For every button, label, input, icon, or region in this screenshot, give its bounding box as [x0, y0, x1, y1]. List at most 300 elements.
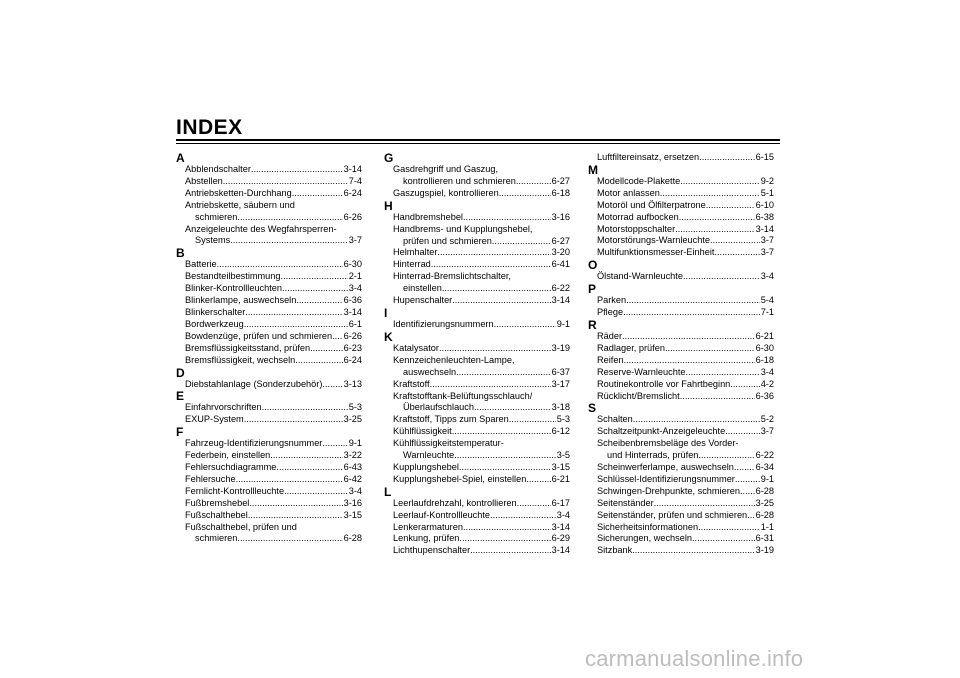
index-entry [588, 522, 774, 534]
leader-dots [459, 462, 551, 474]
index-entry [176, 450, 362, 462]
index-entry-text: schmieren [195, 211, 238, 222]
leader-dots [526, 474, 550, 486]
index-entry-text: Routinekontrolle vor Fahrtbeginn [597, 378, 731, 389]
index-entry-page: 6-12 [551, 426, 570, 437]
index-entry-text: Reserve-Warnleuchte [597, 366, 686, 377]
index-letter-heading: O [588, 258, 598, 273]
index-entry-text: Leerlaufdrehzahl, kontrollieren [393, 497, 517, 508]
index-letter-heading: I [384, 305, 388, 320]
index-entry-page: 6-22 [551, 283, 570, 294]
leader-dots [332, 331, 343, 343]
index-entry-text: Sitzbank [597, 545, 633, 556]
leader-dots [725, 426, 760, 438]
index-entry-page: 6-17 [551, 497, 570, 508]
leader-dots [710, 235, 760, 247]
index-entry-text: Hinterrad-Bremslichtschalter, [393, 271, 511, 282]
index-entry-text: EXUP-System [185, 414, 244, 425]
index-entry-text: Bremsflüssigkeitsstand, prüfen [185, 342, 311, 353]
index-entry-text: Lenkerarmaturen [393, 521, 463, 532]
title-rule-thick [176, 139, 780, 141]
index-entry-page: 3-17 [551, 378, 570, 389]
index-entry-text: einstellen [403, 283, 442, 294]
index-entry-page: 5-3 [348, 402, 362, 413]
index-entry-text: Kraftstofftank-Belüftungsschlauch/ [393, 390, 533, 401]
leader-dots [463, 212, 551, 224]
leader-dots [740, 486, 755, 498]
index-entry [176, 343, 362, 355]
index-entry-text: Motorstörungs-Warnleuchte [597, 235, 711, 246]
index-entry-text: Multifunktionsmesser-Einheit [597, 247, 715, 258]
index-entry [384, 247, 570, 259]
index-entry [384, 510, 570, 522]
index-entry [176, 498, 362, 510]
index-entry-text: Diebstahlanlage (Sonderzubehör) [185, 378, 323, 389]
leader-dots [633, 414, 760, 426]
index-entry-page: 9-1 [556, 318, 570, 329]
leader-dots [492, 236, 551, 248]
index-entry-page: 6-34 [755, 462, 774, 473]
index-entry-text: Kupplungshebel-Spiel, einstellen [393, 473, 527, 484]
leader-dots [692, 533, 755, 545]
index-entry [588, 152, 774, 164]
index-entry-page: 3-14 [343, 164, 362, 174]
index-entry-page: 3-20 [551, 247, 570, 258]
index-entry [384, 545, 570, 557]
index-entry-text: Fußbremshebel [185, 497, 250, 508]
index-entry-page: 6-30 [343, 259, 362, 270]
leader-dots [437, 247, 550, 259]
leader-dots [452, 426, 551, 438]
index-entry [176, 212, 362, 224]
leader-dots [281, 271, 348, 283]
index-entry-text: Blinkerlampe, auswechseln [185, 295, 297, 306]
index-entry [176, 474, 362, 486]
leader-dots [665, 343, 755, 355]
index-entry [176, 235, 362, 247]
index-entry-text: Systems [195, 235, 231, 246]
index-entry-page: 6-22 [755, 450, 774, 461]
index-entry-text: Gasdrehgriff und Gaszug, [393, 164, 499, 174]
index-entry-page: 6-10 [755, 199, 774, 210]
index-entry [588, 355, 774, 367]
index-entry-text: Schalten [597, 414, 633, 425]
index-entry [588, 307, 774, 319]
index-entry [588, 545, 774, 557]
index-entry-text: Federbein, einstellen [185, 450, 271, 461]
leader-dots [734, 462, 755, 474]
index-entry-page: 7-1 [760, 307, 774, 318]
index-entry-text: schmieren [195, 533, 238, 544]
index-entry-page: 6-18 [551, 187, 570, 198]
index-entry [176, 510, 362, 522]
index-entry-page: 3-4 [348, 283, 362, 294]
index-letter-heading: G [384, 151, 394, 165]
leader-dots [454, 450, 555, 462]
index-entry [588, 379, 774, 391]
index-entry [176, 438, 362, 450]
leader-dots [654, 498, 755, 510]
index-entry [588, 391, 774, 403]
index-entry-text: Seitenständer [597, 497, 654, 508]
index-entry-page: 3-15 [343, 509, 362, 520]
index-entry-text: Schaltzeitpunkt-Anzeigeleuchte [597, 426, 726, 437]
index-entry [588, 176, 774, 188]
leader-dots [626, 295, 760, 307]
index-entry-page: 7-4 [348, 175, 362, 186]
index-entry-text: Batterie [185, 259, 217, 270]
index-entry-text: Reifen [597, 354, 624, 365]
index-entry-page: 4-2 [760, 378, 774, 389]
leader-dots [430, 379, 551, 391]
index-entry-text: Kennzeichenleuchten-Lampe, [393, 354, 515, 365]
index-entry [588, 331, 774, 343]
leader-dots [284, 486, 348, 498]
leader-dots [322, 438, 347, 450]
index-entry-page: 6-23 [343, 342, 362, 353]
index-entry-text: Motorstoppschalter [597, 223, 676, 234]
index-entry-text: Bestandteilbestimmung [185, 271, 281, 282]
index-entry-page: 6-27 [551, 235, 570, 246]
index-letter-heading: A [176, 151, 185, 165]
index-entry-page: 3-14 [551, 521, 570, 532]
index-entry [384, 522, 570, 534]
index-entry [176, 295, 362, 307]
index-entry-text: Blinker-Kontrollleuchten [185, 283, 283, 294]
leader-dots [248, 510, 343, 522]
leader-dots [622, 331, 755, 343]
index-entry [588, 474, 774, 486]
index-entry-page: 3-14 [551, 545, 570, 556]
index-entry [176, 355, 362, 367]
title-rule-thin [176, 143, 780, 144]
index-letter-heading: H [384, 198, 393, 213]
index-entry [176, 176, 362, 188]
index-entry [588, 247, 774, 259]
index-entry [588, 343, 774, 355]
index-entry-text: Hinterrad [393, 259, 431, 270]
index-entry [176, 402, 362, 414]
index-entry-text: auswechseln [403, 366, 457, 377]
leader-dots [292, 188, 343, 200]
leader-dots [698, 450, 754, 462]
page-title: INDEX [176, 116, 243, 139]
index-entry-text: Einfahrvorschriften [185, 402, 262, 413]
index-entry-page: 3-13 [343, 378, 362, 389]
index-entry-page: 3-14 [755, 223, 774, 234]
leader-dots [245, 307, 342, 319]
index-entry [384, 212, 570, 224]
index-entry-page: 6-42 [343, 473, 362, 484]
index-entry-text: Bowdenzüge, prüfen und schmieren [185, 330, 333, 341]
index-entry-text: Kraftstoff, Tipps zum Sparen [393, 414, 509, 425]
index-entry-text: Antriebskette, säubern und [185, 199, 295, 210]
index-letter-heading: D [176, 365, 185, 380]
index-entry [384, 533, 570, 545]
index-entry-page: 3-19 [755, 545, 774, 556]
index-entry [384, 295, 570, 307]
index-entry-page: 3-25 [343, 414, 362, 425]
index-entry-page: 3-14 [551, 295, 570, 306]
leader-dots [442, 283, 551, 295]
index-entry [588, 188, 774, 200]
index-entry-page: 3-4 [760, 366, 774, 377]
leader-dots [490, 510, 556, 522]
index-entry-page: 3-4 [556, 509, 570, 520]
leader-dots [452, 295, 550, 307]
index-entry-text: Fernlicht-Kontrollleuchte [185, 485, 285, 496]
leader-dots [322, 379, 342, 391]
index-entry [384, 319, 570, 331]
index-entry [384, 450, 570, 462]
index-entry-page: 3-15 [551, 461, 570, 472]
index-entry [384, 402, 570, 414]
index-entry [588, 414, 774, 426]
index-entry [588, 212, 774, 224]
index-entry-text: Sicherheitsinformationen [597, 521, 699, 532]
index-entry-text: Anzeigeleuchte des Wegfahrsperren- [185, 223, 337, 234]
index-entry-text: Abstellen [185, 175, 223, 186]
leader-dots [262, 402, 348, 414]
index-letter-heading: K [384, 329, 393, 344]
leader-dots [509, 414, 556, 426]
index-entry [176, 307, 362, 319]
index-entry-text: Handbremshebel [393, 211, 463, 222]
index-entry-text: Radlager, prüfen [597, 342, 665, 353]
index-letter-heading: L [384, 484, 392, 499]
index-entry-text: Rücklicht/Bremslicht [597, 390, 680, 401]
leader-dots [295, 355, 342, 367]
index-entry-text: Bordwerkzeug [185, 318, 244, 329]
leader-dots [282, 283, 348, 295]
index-entry-text: Ölstand-Warnleuchte [597, 271, 683, 282]
index-entry-page: 6-36 [755, 390, 774, 401]
index-entry-text: Handbrems- und Kupplungshebel, [393, 223, 533, 234]
index-entry-text: Blinkerschalter [185, 306, 246, 317]
index-entry-text: Warnleuchte [403, 450, 455, 461]
leader-dots [296, 295, 342, 307]
index-entry-text: Schwingen-Drehpunkte, schmieren [597, 485, 740, 496]
index-entry-text: Fahrzeug-Identifizierungsnummer [185, 438, 323, 449]
leader-dots [698, 522, 760, 534]
index-entry [384, 462, 570, 474]
index-entry-page: 6-15 [755, 152, 774, 162]
leader-dots [230, 235, 347, 247]
index-entry-text: Kühlflüssigkeitstemperatur- [393, 438, 504, 449]
index-entry-page: 6-28 [755, 509, 774, 520]
leader-dots [244, 319, 348, 331]
leader-dots [683, 271, 760, 283]
leader-dots [517, 498, 551, 510]
index-letter-heading: E [176, 389, 185, 404]
leader-dots [310, 343, 343, 355]
index-entry [588, 510, 774, 522]
index-letter-heading: F [176, 425, 184, 440]
index-entry-text: prüfen und schmieren [403, 235, 492, 246]
leader-dots [680, 176, 759, 188]
index-entry-page: 9-2 [760, 175, 774, 186]
index-entry-text: Sicherungen, wechseln [597, 533, 692, 544]
index-letter-heading: S [588, 401, 597, 416]
leader-dots [632, 545, 754, 557]
index-entry [588, 450, 774, 462]
index-entry [588, 533, 774, 545]
index-entry [176, 188, 362, 200]
leader-dots [470, 545, 550, 557]
index-entry-page: 6-18 [755, 354, 774, 365]
index-entry-text: Motoröl und Ölfilterpatrone [597, 199, 706, 210]
leader-dots [474, 402, 551, 414]
index-entry [588, 498, 774, 510]
index-entry [384, 474, 570, 486]
index-entry-page: 3-22 [343, 450, 362, 461]
index-entry [384, 176, 570, 188]
watermark: carmanualsonline.info [585, 646, 804, 671]
index-entry-page: 3-16 [343, 497, 362, 508]
index-entry-page: 6-36 [343, 295, 362, 306]
index-entry [176, 164, 362, 176]
index-entry-page: 6-31 [755, 533, 774, 544]
index-entry-text: Fußschalthebel, prüfen und [185, 521, 297, 532]
leader-dots [459, 533, 550, 545]
index-letter-heading: M [588, 162, 598, 177]
leader-dots [217, 259, 343, 271]
index-entry [588, 224, 774, 236]
index-entry-page: 3-7 [760, 235, 774, 246]
index-entry [384, 498, 570, 510]
index-entry-page: 3-14 [343, 306, 362, 317]
index-entry-page: 3-18 [551, 402, 570, 413]
index-entry [384, 236, 570, 248]
index-entry-text: Motor anlassen [597, 187, 660, 198]
leader-dots [516, 176, 551, 188]
leader-dots [431, 259, 551, 271]
leader-dots [223, 176, 348, 188]
index-entry [588, 271, 774, 283]
leader-dots [680, 391, 755, 403]
index-entry-text: Schlüssel-Identifizierungsnummer [597, 473, 735, 484]
index-entry-text: Lichthupenschalter [393, 545, 471, 556]
index-entry [176, 533, 362, 545]
index-entry-text: Leerlauf-Kontrollleuchte [393, 509, 491, 520]
index-entry [588, 295, 774, 307]
index-entry-page: 6-24 [343, 354, 362, 365]
index-entry-text: Modellcode-Plakette [597, 175, 681, 186]
index-entry [384, 188, 570, 200]
index-entry [176, 462, 362, 474]
leader-dots [623, 307, 760, 319]
index-entry-page: 1-1 [760, 521, 774, 532]
index-entry-page: 6-43 [343, 462, 362, 473]
index-entry-page: 3-4 [348, 485, 362, 496]
index-entry-text: kontrollieren und schmieren [403, 175, 516, 186]
index-entry-page: 6-24 [343, 187, 362, 198]
index-entry-text: Fehlersuchdiagramme [185, 462, 277, 473]
index-entry [588, 200, 774, 212]
leader-dots [249, 498, 342, 510]
leader-dots [244, 414, 343, 426]
index-entry-text: Bremsflüssigkeit, wechseln [185, 354, 296, 365]
index-entry-page: 9-1 [348, 438, 362, 449]
index-entry [384, 414, 570, 426]
index-entry [588, 462, 774, 474]
index-entry-text: Fußschalthebel [185, 509, 248, 520]
leader-dots [494, 319, 556, 331]
index-entry-page: 6-37 [551, 366, 570, 377]
index-entry-text: Hupenschalter [393, 295, 453, 306]
index-entry-page: 2-1 [348, 271, 362, 282]
index-entry-page: 3-5 [556, 450, 570, 461]
index-entry-text: Helmhalter [393, 247, 438, 258]
index-entry [176, 271, 362, 283]
index-entry-text: Motorrad aufbocken [597, 211, 679, 222]
index-entry-page: 5-2 [760, 414, 774, 425]
index-entry-page: 6-38 [755, 211, 774, 222]
index-entry-page: 3-25 [755, 497, 774, 508]
index-entry-page: 6-28 [343, 533, 362, 544]
index-entry-text: Überlaufschlauch [403, 402, 474, 413]
index-entry-text: Katalysator [393, 342, 439, 353]
leader-dots [251, 164, 343, 176]
index-entry [588, 367, 774, 379]
leader-dots [463, 522, 551, 534]
index-entry [176, 319, 362, 331]
leader-dots [735, 474, 760, 486]
index-entry-page: 6-27 [551, 175, 570, 186]
leader-dots [714, 247, 759, 259]
leader-dots [499, 188, 551, 200]
index-entry-page: 3-7 [760, 426, 774, 437]
index-entry [176, 283, 362, 295]
index-column-2 [384, 152, 570, 557]
index-entry-page: 6-30 [755, 342, 774, 353]
index-letter-heading: P [588, 282, 597, 297]
index-entry-page: 6-1 [348, 318, 362, 329]
index-entry [384, 343, 570, 355]
index-entry-text: Kraftstoff [393, 378, 430, 389]
index-entry-text: Gaszugspiel, kontrollieren [393, 187, 499, 198]
leader-dots [439, 343, 551, 355]
index-entry-text: Scheibenbremsbeläge des Vorder- [597, 438, 739, 449]
index-entry-page: 5-4 [760, 295, 774, 306]
index-entry [176, 414, 362, 426]
index-entry [384, 367, 570, 379]
index-entry [588, 426, 774, 438]
index-entry-page: 5-3 [556, 414, 570, 425]
leader-dots [675, 224, 754, 236]
leader-dots [237, 212, 342, 224]
index-entry-text: und Hinterrads, prüfen [607, 450, 699, 461]
index-entry-page: 9-1 [760, 473, 774, 484]
index-entry [384, 283, 570, 295]
index-entry-page: 6-21 [755, 330, 774, 341]
index-entry-page: 6-28 [755, 485, 774, 496]
index-entry-text: Scheinwerferlampe, auswechseln [597, 462, 734, 473]
index-entry-text: Pflege [597, 307, 624, 318]
leader-dots [270, 450, 342, 462]
index-entry-text: Seitenständer, prüfen und schmieren [597, 509, 748, 520]
index-entry-text: Antriebsketten-Durchhang [185, 187, 292, 198]
index-entry-page: 3-19 [551, 342, 570, 353]
index-entry-text: Luftfiltereinsatz, ersetzen [597, 152, 700, 162]
index-entry-page: 3-4 [760, 271, 774, 282]
index-entry [176, 486, 362, 498]
index-entry-page: 3-7 [760, 247, 774, 258]
index-column-1 [176, 152, 362, 545]
index-entry-text: Parken [597, 295, 627, 306]
index-letter-heading: R [588, 317, 597, 332]
index-entry [176, 259, 362, 271]
